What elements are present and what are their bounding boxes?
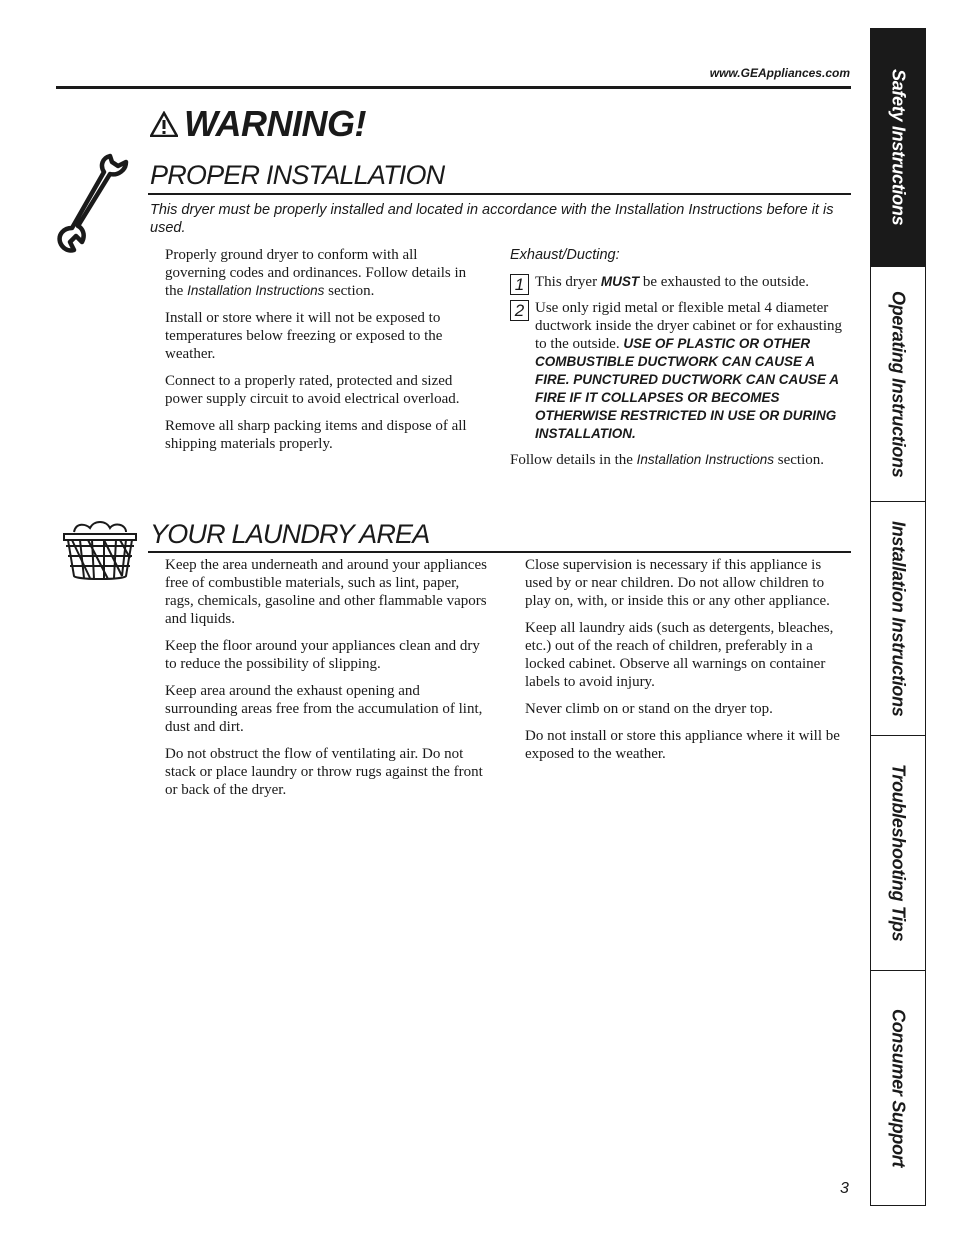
laundry-paragraph: Never climb on or stand on the dryer top. <box>525 701 773 717</box>
exhaust-item-1: 1 This dryer MUST be exhausted to the outside. <box>510 273 852 291</box>
laundry-paragraph: Keep area around the exhaust opening and surrounding areas free from the accumulation of lint, dust and dirt. <box>165 683 483 735</box>
laundry-right-column <box>525 556 843 772</box>
number-box: 1 <box>510 274 529 295</box>
laundry-area-title: YOUR LAUNDRY AREA <box>150 519 430 549</box>
exhaust-heading: Exhaust/Ducting: <box>510 247 620 263</box>
page-number: 3 <box>840 1180 849 1197</box>
tab-label: Installation Instructions <box>888 520 909 717</box>
installation-paragraph: Install or store where it will not be exposed to temperatures below freezing or exposed to the weather. <box>165 310 443 362</box>
tab-label: Consumer Support <box>888 1008 909 1168</box>
tab-label: Operating Instructions <box>888 290 909 478</box>
exhaust-column <box>510 246 852 478</box>
laundry-paragraph: Close supervision is necessary if this appliance is used by or near children. Do not allow children to play on, with, or inside this or any other appliance. <box>525 557 830 609</box>
installation-paragraph: Remove all sharp packing items and dispose of all shipping materials properly. <box>165 418 467 452</box>
tab-operating-instructions[interactable] <box>871 267 925 502</box>
laundry-basket-icon <box>60 518 140 582</box>
installation-left-column <box>165 246 475 462</box>
website-url: www.GEAppliances.com <box>709 66 850 80</box>
tab-troubleshooting-tips[interactable] <box>871 736 925 971</box>
laundry-paragraph: Keep all laundry aids (such as detergents, bleaches, etc.) out of the reach of children, preferably in a locked cabinet. Observe all warnings on container labels to avoid injury. <box>525 620 834 690</box>
laundry-paragraph: Keep the floor around your appliances clean and dry to reduce the possibility of slipping. <box>165 638 480 672</box>
top-rule <box>56 86 851 89</box>
tab-consumer-support[interactable] <box>871 971 925 1205</box>
tab-safety-instructions[interactable] <box>871 29 925 267</box>
proper-installation-rule <box>148 193 851 195</box>
laundry-paragraph: Do not obstruct the flow of ventilating air. Do not stack or place laundry or throw rugs against the front or back of the dryer. <box>165 746 483 798</box>
section-tabs <box>870 28 926 1206</box>
laundry-left-column <box>165 556 487 808</box>
number-box: 2 <box>510 300 529 321</box>
tab-label: Safety Instructions <box>888 69 909 226</box>
installation-paragraph: Connect to a properly rated, protected and sized power supply circuit to avoid electrical overload. <box>165 373 460 407</box>
laundry-area-rule <box>148 551 851 553</box>
installation-intro: This dryer must be properly installed and located in accordance with the Installation Instructions before it is used. <box>150 202 834 236</box>
tab-label: Troubleshooting Tips <box>888 764 909 942</box>
installation-paragraph: Properly ground dryer to conform with all governing codes and ordinances. Follow details in the Installation Instructions section. <box>165 247 467 299</box>
warning-heading <box>150 103 366 145</box>
exhaust-follow-text: Follow details in the Installation Instructions section. <box>510 452 824 468</box>
exhaust-item-2: 2 Use only rigid metal or flexible metal 4 diameter ductwork inside the dryer cabinet or for exhausting to the outside. USE OF PLASTIC OR OTHER COMBUSTIBLE DUCTWORK CAN CAUSE A FIRE. PUNCTURED DUCTWORK CAN CAUSE A FIRE IF IT COLLAPSES OR BECOMES OTHERWISE RESTRICTED IN USE OR DURING INSTALLATION. <box>510 299 852 443</box>
tab-installation-instructions[interactable] <box>871 502 925 736</box>
wrench-icon <box>52 148 136 256</box>
laundry-paragraph: Do not install or store this appliance where it will be exposed to the weather. <box>525 728 840 762</box>
warning-title: WARNING! <box>184 103 366 144</box>
proper-installation-title: PROPER INSTALLATION <box>150 160 445 190</box>
laundry-paragraph: Keep the area underneath and around your appliances free of combustible materials, such as lint, paper, rags, chemicals, gasoline and other flammable vapors and liquids. <box>165 557 487 627</box>
warning-triangle-icon <box>150 111 178 137</box>
